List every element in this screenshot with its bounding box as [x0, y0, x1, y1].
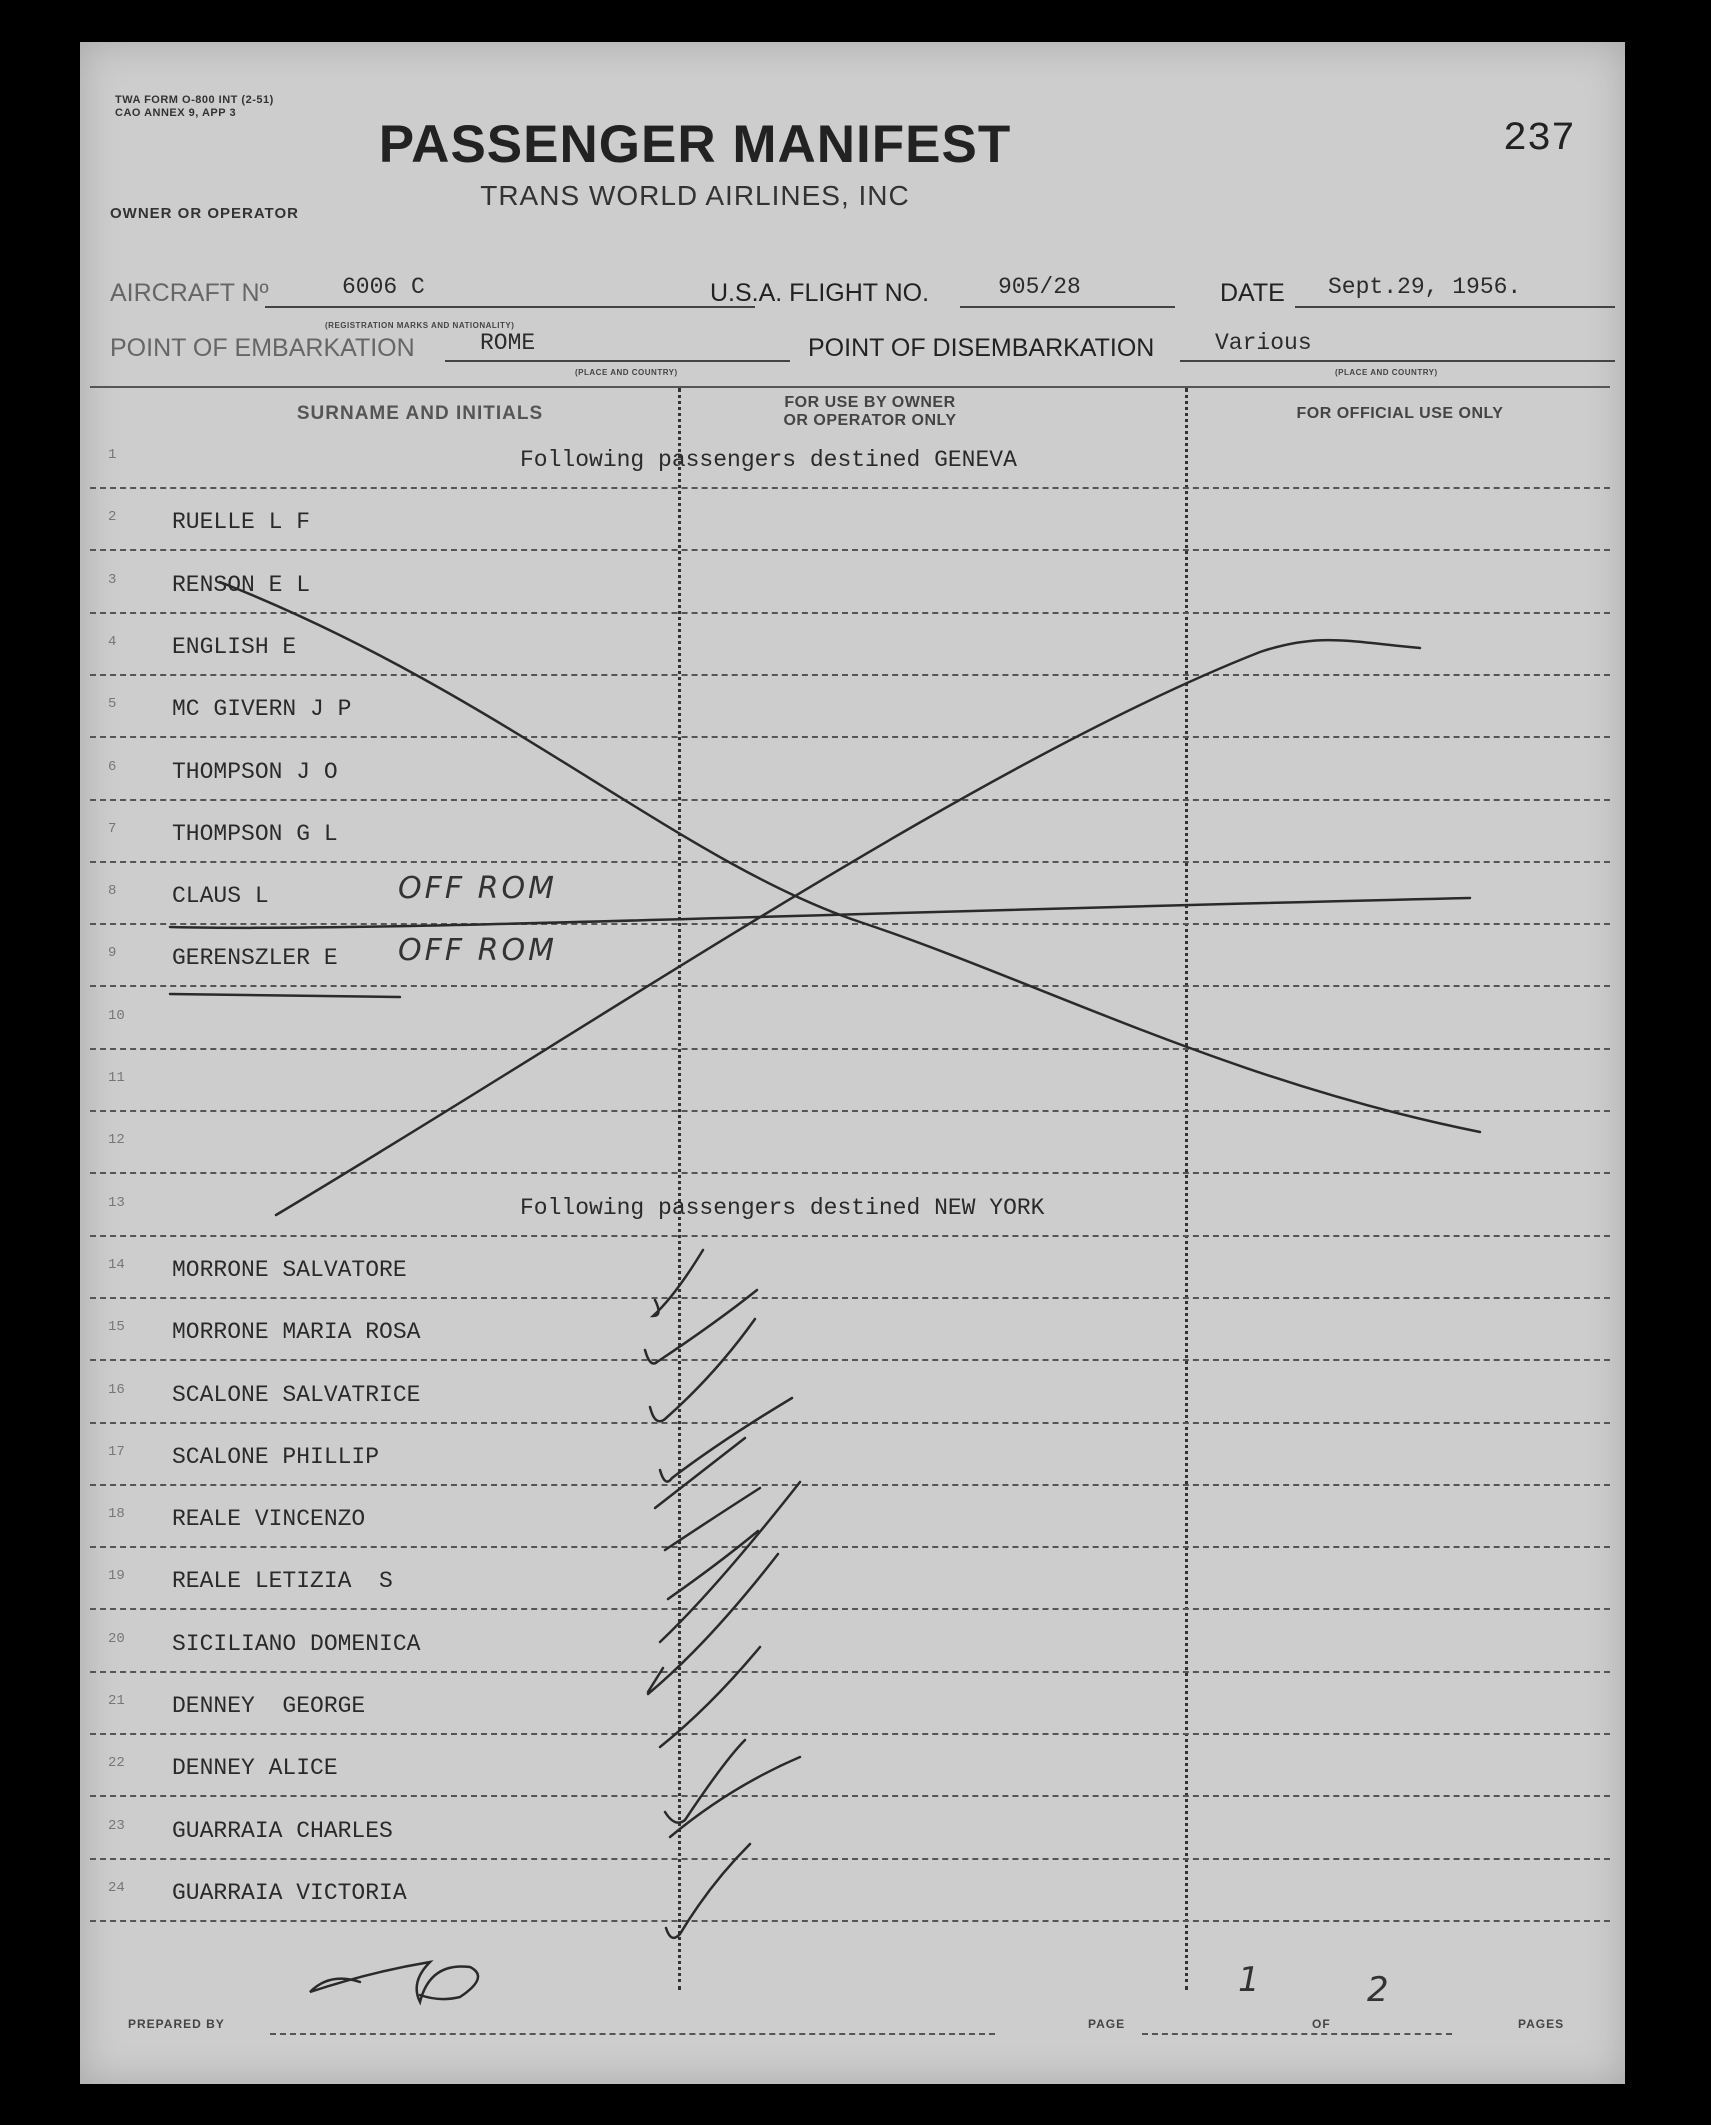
check-mark [653, 1250, 703, 1316]
row-number: 23 [108, 1817, 125, 1834]
of-label: OF [1312, 2017, 1331, 2031]
row-number: 5 [108, 696, 117, 713]
row-number: 15 [108, 1319, 125, 1336]
column-header-surname: SURNAME AND INITIALS [296, 403, 544, 424]
embarkation-value: ROME [480, 330, 536, 356]
row-number: 9 [108, 945, 117, 962]
passenger-name: MORRONE MARIA ROSA [172, 1319, 421, 1346]
passenger-name: GUARRAIA CHARLES [172, 1817, 393, 1844]
row-number: 6 [108, 758, 117, 775]
destination-header: Following passengers destined GENEVA [520, 447, 1017, 473]
row-number: 8 [108, 883, 117, 900]
owner-label: OWNER OR OPERATOR [110, 205, 299, 222]
page-label: PAGE [1088, 2017, 1126, 2031]
flight-label: U.S.A. FLIGHT NO. [710, 279, 930, 307]
row-number: 7 [108, 820, 117, 837]
passenger-name: MORRONE SALVATORE [172, 1256, 407, 1283]
form-code-line-2: CAO ANNEX 9, APP 3 [115, 107, 237, 119]
aircraft-label: AIRCRAFT Nº [110, 279, 269, 307]
preparer-signature [310, 1962, 478, 2002]
handwritten-note: OFF ROM [398, 871, 558, 907]
passenger-name: SCALONE PHILLIP [172, 1443, 380, 1470]
aircraft-value: 6006 C [342, 274, 425, 300]
disembarkation-caption: (PLACE AND COUNTRY) [1335, 368, 1438, 377]
row-number: 2 [108, 509, 117, 526]
row-number: 1 [108, 447, 117, 463]
aircraft-caption: (REGISTRATION MARKS AND NATIONALITY) [325, 321, 515, 330]
passenger-name: RENSON E L [172, 571, 311, 598]
date-label: DATE [1220, 279, 1285, 307]
row-number: 20 [108, 1630, 125, 1647]
passenger-name: GUARRAIA VICTORIA [172, 1879, 407, 1906]
passenger-name: CLAUS L [172, 883, 269, 910]
row-number: 19 [108, 1568, 125, 1585]
passenger-name: THOMPSON G L [172, 820, 338, 847]
passenger-name: REALE VINCENZO [172, 1506, 366, 1533]
row-number: 24 [108, 1879, 125, 1896]
row-number: 13 [108, 1194, 125, 1211]
cross-out-stroke-2 [276, 640, 1420, 1215]
column-header-official: FOR OFFICIAL USE ONLY [1296, 405, 1504, 422]
prepared-by-label: PREPARED BY [128, 2017, 225, 2031]
passenger-name: DENNEY ALICE [172, 1755, 338, 1782]
check-mark [668, 1531, 758, 1599]
row-number: 4 [108, 633, 117, 650]
manifest-sheet [80, 42, 1625, 2084]
row-number: 11 [108, 1070, 125, 1086]
pages-label: PAGES [1518, 2017, 1565, 2031]
check-mark [655, 1438, 745, 1508]
disembarkation-label: POINT OF DISEMBARKATION [808, 334, 1155, 362]
strikethrough-claus [170, 898, 1470, 928]
passenger-name: MC GIVERN J P [172, 696, 352, 723]
check-mark [648, 1554, 778, 1694]
passenger-name: REALE LETIZIA S [172, 1568, 393, 1595]
date-value: Sept.29, 1956. [1328, 274, 1522, 300]
check-mark [666, 1844, 750, 1938]
destination-header: Following passengers destined NEW YORK [520, 1194, 1045, 1221]
passenger-name: ENGLISH E [172, 633, 297, 660]
row-number: 12 [108, 1132, 125, 1149]
check-mark [650, 1319, 755, 1421]
passenger-name: DENNEY GEORGE [172, 1693, 366, 1719]
strikethrough-gerenszler [170, 994, 400, 997]
passenger-name: SCALONE SALVATRICE [172, 1381, 421, 1408]
row-number: 10 [108, 1007, 125, 1024]
form-code-line-1: TWA FORM O-800 INT (2-51) [115, 94, 274, 106]
embarkation-label: POINT OF EMBARKATION [110, 334, 415, 362]
row-number: 14 [108, 1256, 125, 1273]
passenger-name: RUELLE L F [172, 509, 311, 536]
owner-use-line-1: FOR USE BY OWNER [784, 394, 956, 411]
passenger-name: GERENSZLER E [172, 945, 338, 972]
page-title: PASSENGER MANIFEST [378, 115, 1012, 174]
handwriting-overlay [80, 42, 1625, 2084]
row-number: 3 [108, 571, 117, 588]
page-number: 237 [1503, 117, 1576, 162]
page-value: 1 [1238, 1960, 1263, 2000]
of-value: 2 [1367, 1970, 1392, 2010]
check-mark [645, 1290, 757, 1364]
passenger-name: THOMPSON J O [172, 758, 338, 785]
row-number: 22 [108, 1755, 125, 1772]
check-mark [670, 1757, 800, 1837]
owner-use-line-2: OR OPERATOR ONLY [783, 412, 957, 429]
embarkation-caption: (PLACE AND COUNTRY) [575, 368, 678, 377]
page-subtitle: TRANS WORLD AIRLINES, INC [480, 180, 910, 211]
check-mark [660, 1647, 760, 1747]
flight-value: 905/28 [998, 274, 1081, 300]
passenger-name: SICILIANO DOMENICA [172, 1630, 421, 1657]
row-number: 21 [108, 1693, 125, 1709]
row-number: 18 [108, 1506, 125, 1523]
row-number: 17 [108, 1443, 125, 1460]
disembarkation-value: Various [1215, 330, 1312, 356]
check-mark [660, 1398, 792, 1482]
row-number: 16 [108, 1381, 125, 1398]
cross-out-stroke-1 [220, 582, 1480, 1132]
handwritten-note: OFF ROM [398, 933, 558, 969]
